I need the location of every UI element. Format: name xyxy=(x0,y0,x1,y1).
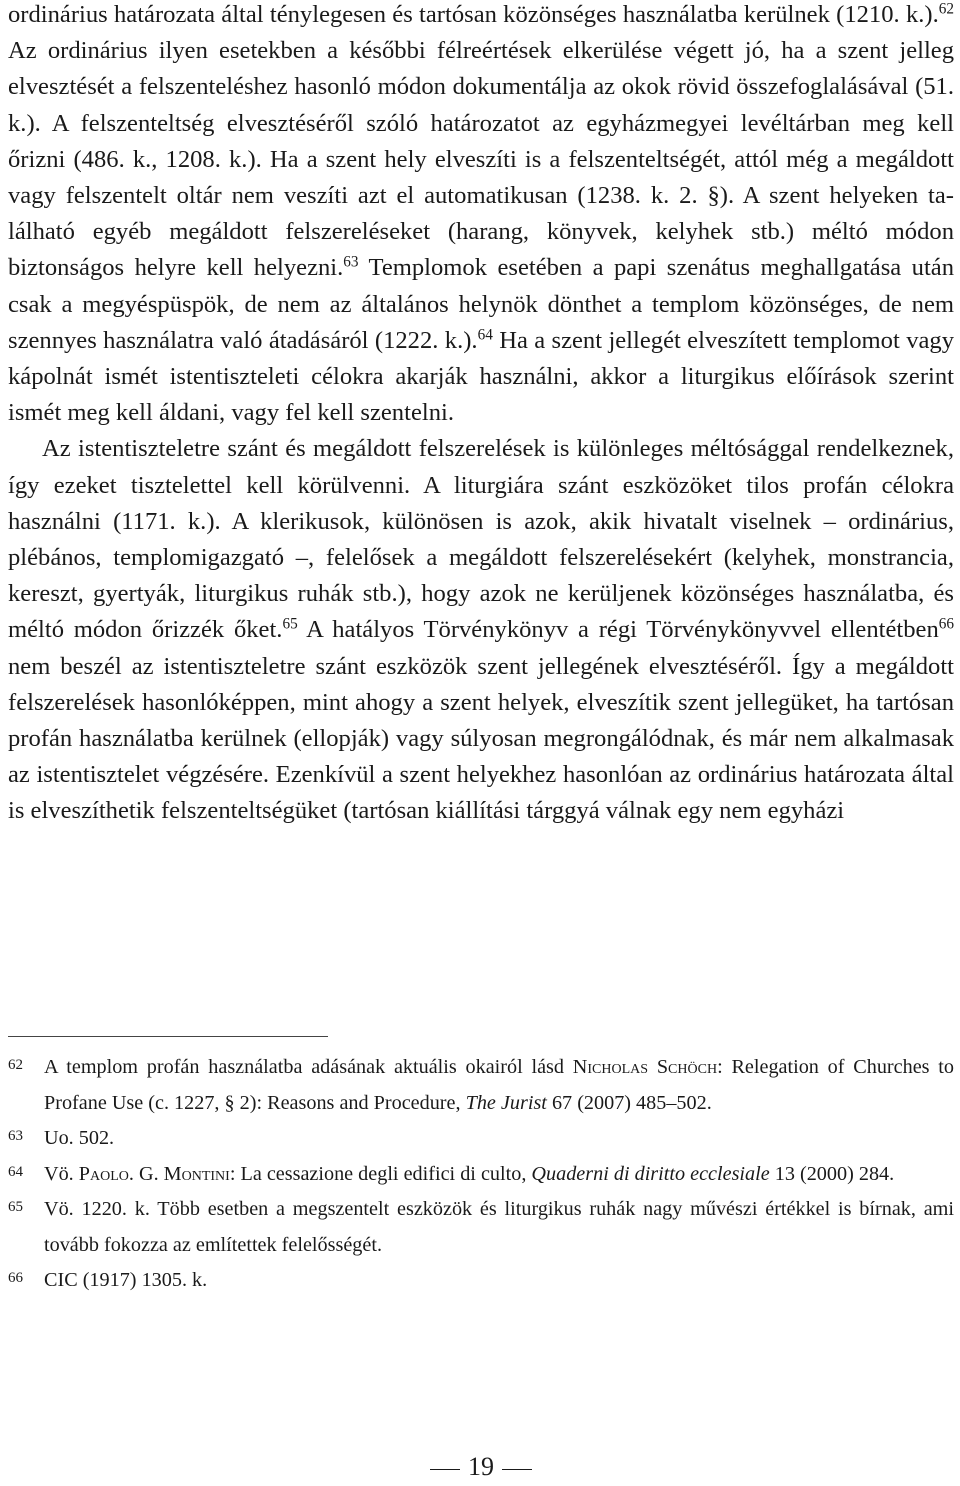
footnote-number: 62 xyxy=(8,1057,23,1073)
text-span: nem beszél az istentiszteletre szánt eszközök szent jellegének elvesztéséről. Így a megáldott felszerelések hasonlóképpen, mint ahogy a szent helyek, elveszítik szent jellegüket, ha tartósan profán használatba kerülnek (ellopják) vagy súlyosan megrongálódnak, és már nem alkalmasak az istentisztelet végzésére. Ezenkívül a szent helyekhez hasonlóan az ordinárius határozata által is elveszíthetik felszenteltségüket (tartósan kiállítási tárggyá válnak egy nem egyházi xyxy=(8,652,954,825)
footnote-ref-62[interactable]: 62 xyxy=(938,0,954,18)
footnote-ref-64[interactable]: 64 xyxy=(477,326,493,344)
main-text xyxy=(8,0,954,830)
footnote-text: Uo. 502. xyxy=(44,1127,115,1149)
footnote-text: 67 (2007) 485–502. xyxy=(546,1091,712,1114)
page-number-dash-left xyxy=(430,1469,460,1470)
footnote-66 xyxy=(8,1263,954,1299)
page-number-value: 19 xyxy=(468,1452,494,1481)
footnote-ref-63[interactable]: 63 xyxy=(343,254,359,272)
footnote-number: 66 xyxy=(8,1270,23,1286)
footnote-author: Nicholas Schöch xyxy=(572,1056,718,1078)
page-number-dash-right xyxy=(502,1469,532,1470)
footnote-64 xyxy=(8,1157,954,1193)
footnote-number: 65 xyxy=(8,1199,23,1215)
text-span: A hatályos Törvénykönyv a régi Törvénykönyvvel ellentétben xyxy=(297,616,939,644)
paragraph-2 xyxy=(8,431,954,829)
text-span: Az ordinárius ilyen esetekben a későbbi félreértések elkerülése végett jó, ha a szent jelleg elvesztését a felszenteléshez hasonló módon dokumentálja az okok rövid összefoglalásával (51. k.). A felszenteltség elvesztéséről szóló határozatot az egyházmegyei levéltárban meg kell őrizni (486. k., 1208. k.). Ha a szent hely elveszíti is a felszenteltségét, attól még a megáldott vagy felszentelt oltár nem veszíti azt el automatikusan (1238. k. 2. §). A szent helyeken található egyéb megáldott felszereléseket (harang, könyvek, kelyhek stb.) méltó módon biztonságos helyre kell helyezni. xyxy=(8,37,954,282)
footnote-ref-66[interactable]: 66 xyxy=(938,616,954,634)
footnote-text: : Relegation of Churches to Profane Use (c. 1227, § 2): Reasons and Procedure, xyxy=(44,1056,955,1114)
footnote-separator xyxy=(8,1036,328,1037)
footnote-text: Vö. 1220. k. Több esetben a megszentelt eszközök és liturgikus ruhák nagy művészi értékkel is bírnak, ami tovább fokozza az említettek felelősségét. xyxy=(44,1198,954,1256)
footnote-text: A templom profán használatba adásának aktuális okairól lásd xyxy=(44,1056,573,1078)
footnote-journal: The Jurist xyxy=(465,1091,547,1114)
footnote-journal: Quaderni di diritto ecclesiale xyxy=(531,1162,770,1185)
footnote-text: CIC (1917) 1305. k. xyxy=(44,1269,208,1291)
text-span: Az istentiszteletre szánt és megáldott felszerelések is különleges méltósággal rendelkeznek, így ezeket tisztelettel kell körülvenni. A liturgiára szánt eszközöket tilos profán célokra használni (1171. k.). A klerikusok, különösen is azok, akik hivatalt viselnek – ordinárius, plébános, templomigazgató –, felelősek a megáldott felszerelésekért (kelyhek, monstrancia, kereszt, gyertyák, liturgikus ruhák stb.), hogy azok ne kerüljenek közönséges használatba, és méltó módon őrizzék őket. xyxy=(8,435,954,644)
text-span: ordinárius határozata által ténylegesen és tartósan közönséges használatba kerülnek (1210. k.). xyxy=(8,1,939,28)
footnote-text: : La cessazione degli edifici di culto, xyxy=(229,1162,532,1185)
footnote-62 xyxy=(8,1050,954,1121)
paragraph-1 xyxy=(8,0,954,431)
footnote-text: 13 (2000) 284. xyxy=(769,1162,895,1185)
footnote-63 xyxy=(8,1121,954,1157)
page-number xyxy=(8,1452,954,1482)
footnote-author: Paolo. G. Montini xyxy=(78,1162,230,1185)
footnote-text: Vö. xyxy=(44,1162,79,1185)
footnote-65 xyxy=(8,1192,954,1263)
text-span: Ha a szent jellegét elveszített templomot vagy kápolnát ismét istentiszteleti célokra akarják használni, akkor a liturgikus előírások szerint ismét meg kell áldani, vagy fel kell szentelni. xyxy=(8,326,954,427)
footnotes xyxy=(8,1050,954,1299)
text-span: Templomok esetében a papi szenátus meghallgatása után csak a megyéspüspök, de nem az általános helynök dönthet a templom közönséges, de nem szennyes használatra való átadásáról (1222. k.). xyxy=(8,254,954,354)
footnote-number: 63 xyxy=(8,1128,23,1144)
footnote-ref-65[interactable]: 65 xyxy=(282,616,298,634)
footnote-number: 64 xyxy=(8,1163,23,1180)
book-page xyxy=(8,0,954,1486)
